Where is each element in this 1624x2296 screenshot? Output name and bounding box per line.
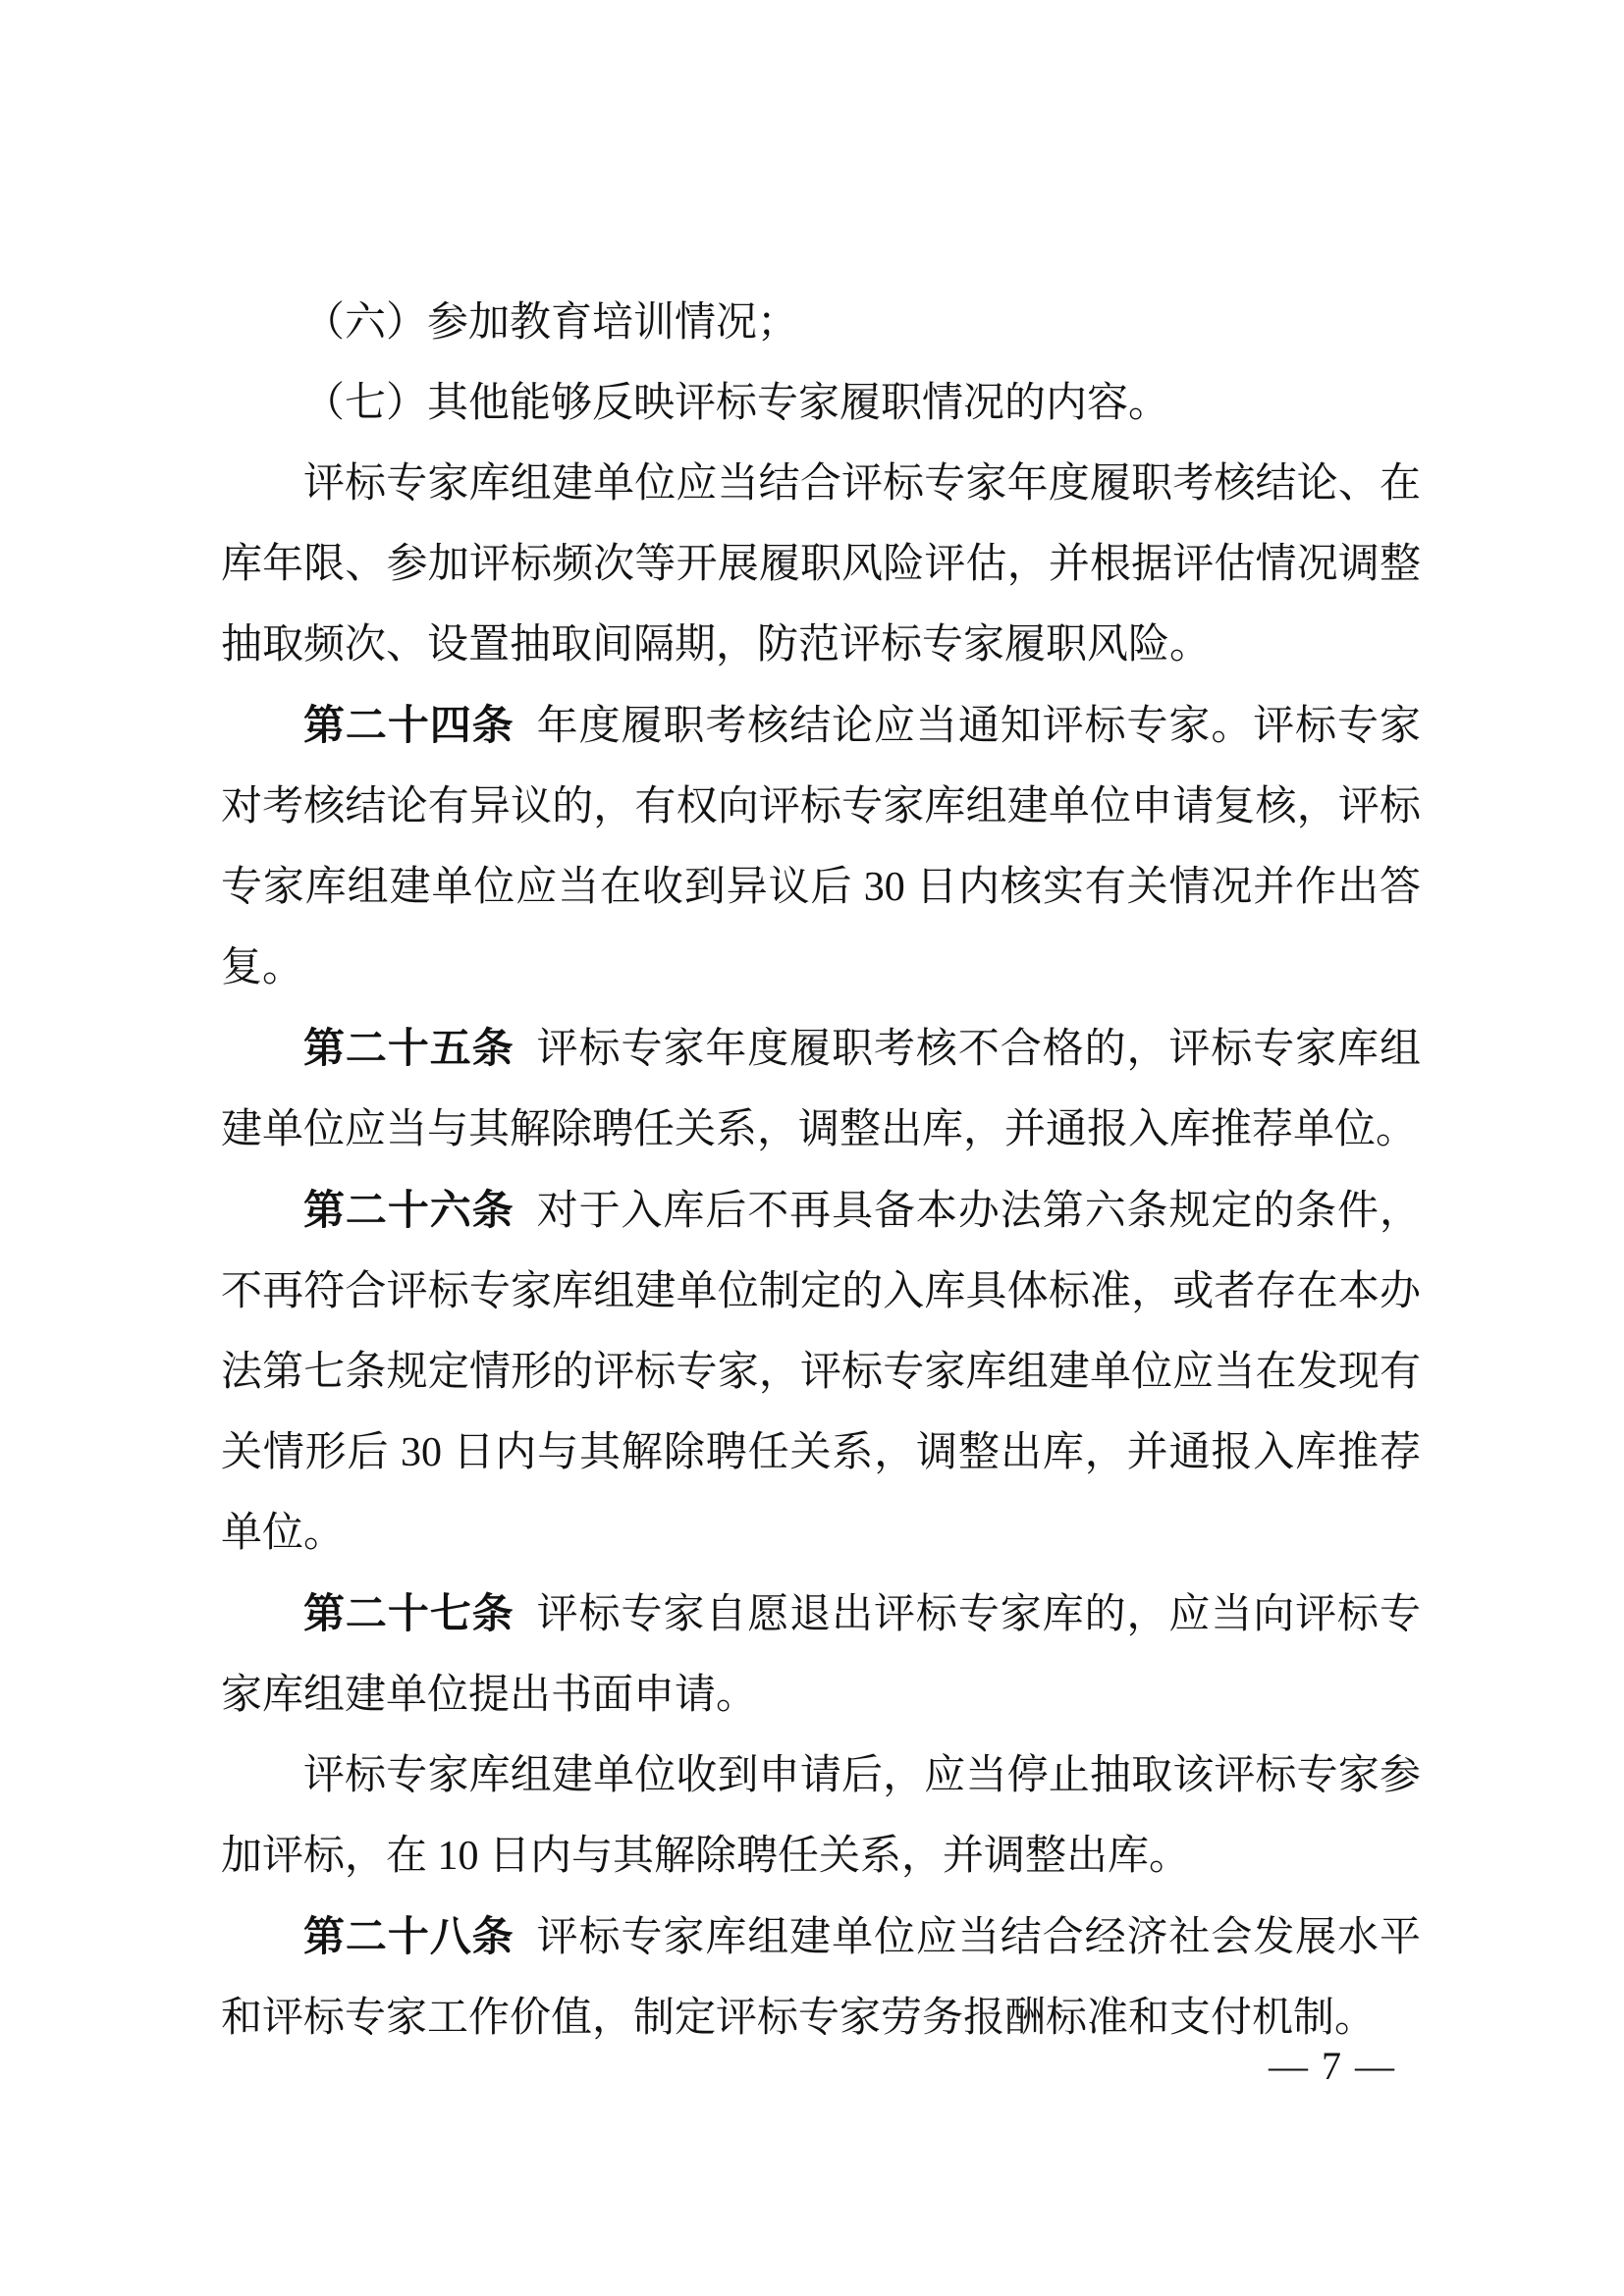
paragraph-text: 评标专家年度履职考核不合格的，评标专家库组建单位应当与其解除聘任关系，调整出库，并通报入库推荐单位。 xyxy=(221,1027,1421,1152)
article-number: 第二十六条 xyxy=(303,1187,514,1233)
paragraph-text: 评标专家自愿退出评标专家库的，应当向评标专家库组建单位提出书面申请。 xyxy=(221,1592,1421,1718)
paragraph-text: 评标专家库组建单位应当结合经济社会发展水平和评标专家工作价值，制定评标专家劳务报酬标准和支付机制。 xyxy=(221,1915,1421,2041)
paragraph xyxy=(221,444,1421,685)
paragraph-text: 对于入库后不再具备本办法第六条规定的条件，不再符合评标专家库组建单位制定的入库具体标准，或者存在本办法第七条规定情形的评标专家，评标专家库组建单位应当在发现有关情形后 30 日内与其解除聘任关系，调整出库，并通报入库推荐单位。 xyxy=(221,1189,1421,1556)
article-number: 第二十七条 xyxy=(303,1590,514,1636)
article-number: 第二十八条 xyxy=(303,1913,514,1959)
paragraph xyxy=(221,1574,1421,1735)
article-number: 第二十五条 xyxy=(303,1025,514,1071)
paragraph-text: （七）其他能够反映评标专家履职情况的内容。 xyxy=(303,381,1170,426)
paragraph xyxy=(221,283,1421,363)
paragraph-text: （六）参加教育培训情况； xyxy=(303,300,799,346)
paragraph xyxy=(221,363,1421,444)
paragraph xyxy=(221,685,1421,1008)
paragraph-text: 年度履职考核结论应当通知评标专家。评标专家对考核结论有异议的，有权向评标专家库组建单位申请复核，评标专家库组建单位应当在收到异议后 30 日内核实有关情况并作出答复。 xyxy=(221,704,1421,990)
document-body xyxy=(221,283,1421,2058)
page-number: — 7 — xyxy=(1269,2044,1396,2088)
paragraph-text: 评标专家库组建单位收到申请后，应当停止抽取该评标专家参加评标，在 10 日内与其解除聘任关系，并调整出库。 xyxy=(221,1753,1421,1879)
paragraph xyxy=(221,1896,1421,2058)
paragraph xyxy=(221,1735,1421,1896)
paragraph xyxy=(221,1008,1421,1170)
article-number: 第二十四条 xyxy=(303,702,514,748)
paragraph xyxy=(221,1170,1421,1574)
paragraph-text: 评标专家库组建单位应当结合评标专家年度履职考核结论、在库年限、参加评标频次等开展履职风险评估，并根据评估情况调整抽取频次、设置抽取间隔期，防范评标专家履职风险。 xyxy=(221,461,1421,667)
